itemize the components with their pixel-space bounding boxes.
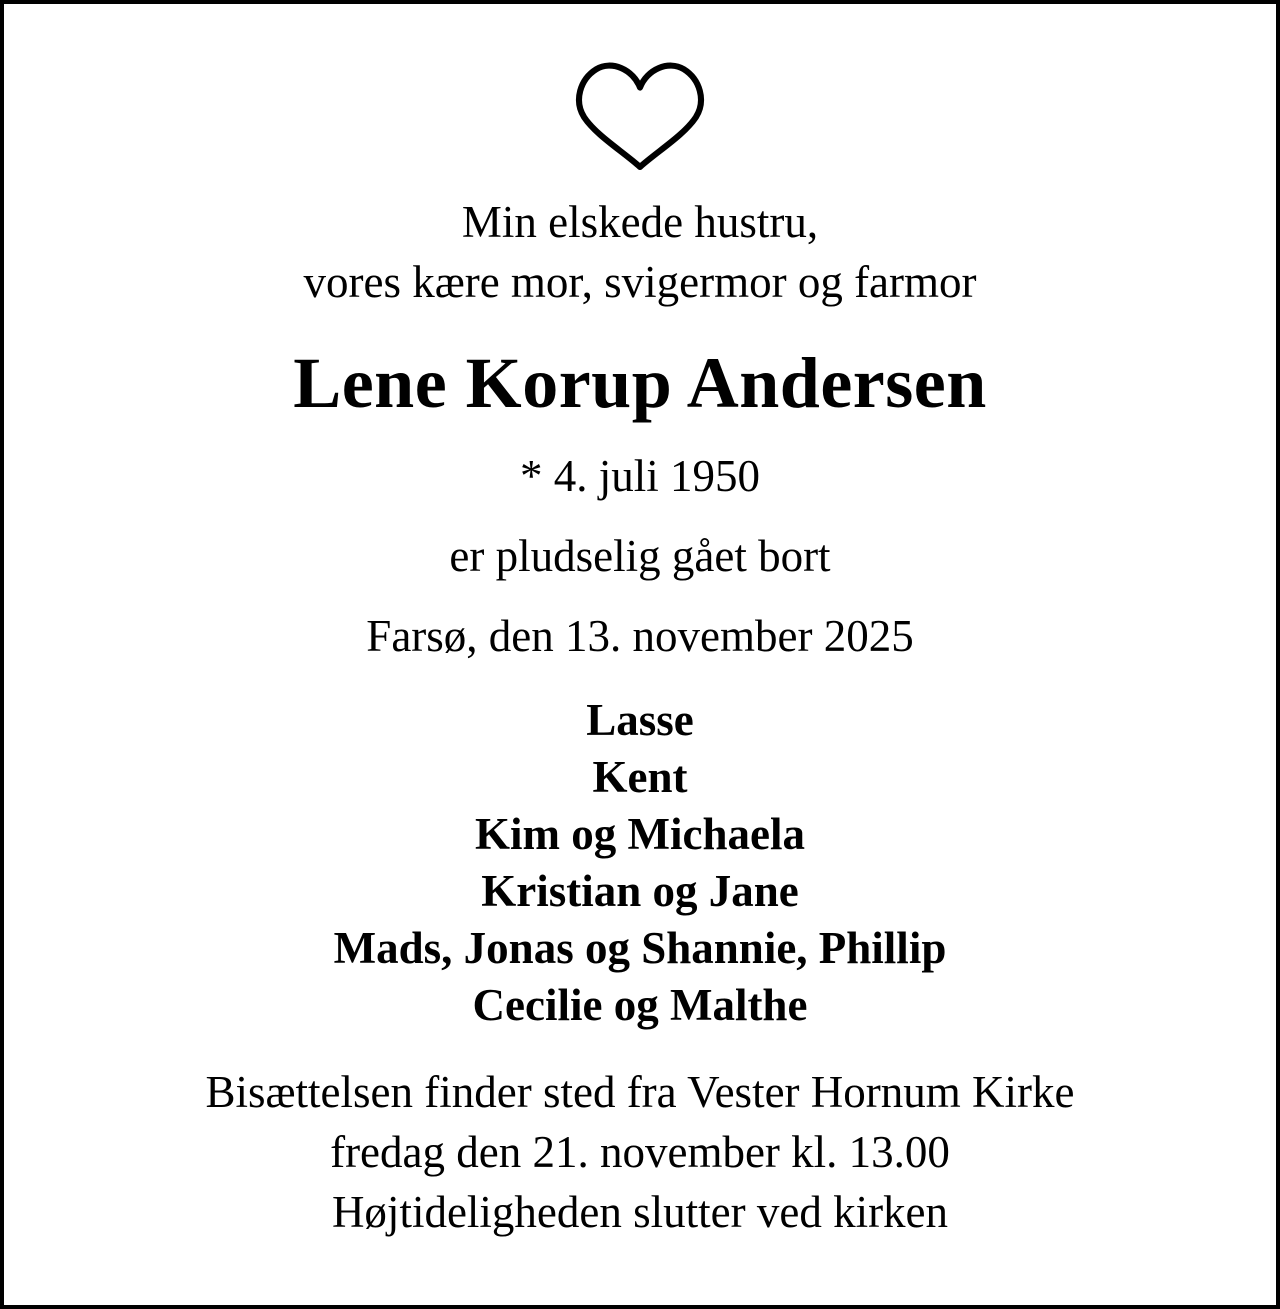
place-and-date: Farsø, den 13. november 2025 — [366, 611, 914, 661]
heart-outline-icon — [567, 58, 713, 172]
intro-block — [303, 192, 976, 312]
family-names-block — [334, 692, 947, 1034]
family-line-4: Kristian og Jane — [481, 866, 799, 916]
family-line-1: Lasse — [586, 695, 694, 745]
deceased-name: Lene Korup Andersen — [293, 343, 987, 423]
family-line-5: Mads, Jonas og Shannie, Phillip — [333, 923, 947, 973]
family-line-6: Cecilie og Malthe — [472, 980, 808, 1030]
family-line-2: Kent — [592, 752, 688, 802]
ceremony-line-3: Højtideligheden slutter ved kirken — [331, 1187, 949, 1237]
ceremony-line-1: Bisættelsen finder sted fra Vester Hornum Kirke — [205, 1067, 1075, 1117]
family-line-3: Kim og Michaela — [475, 809, 805, 859]
ceremony-info-block — [206, 1062, 1075, 1242]
heart-icon — [567, 58, 713, 172]
death-statement: er pludselig gået bort — [449, 531, 831, 581]
intro-line-1: Min elskede hustru, — [461, 197, 819, 247]
birth-date: * 4. juli 1950 — [519, 451, 760, 501]
ceremony-line-2: fredag den 21. november kl. 13.00 — [330, 1127, 950, 1177]
intro-line-2: vores kære mor, svigermor og farmor — [303, 257, 977, 307]
